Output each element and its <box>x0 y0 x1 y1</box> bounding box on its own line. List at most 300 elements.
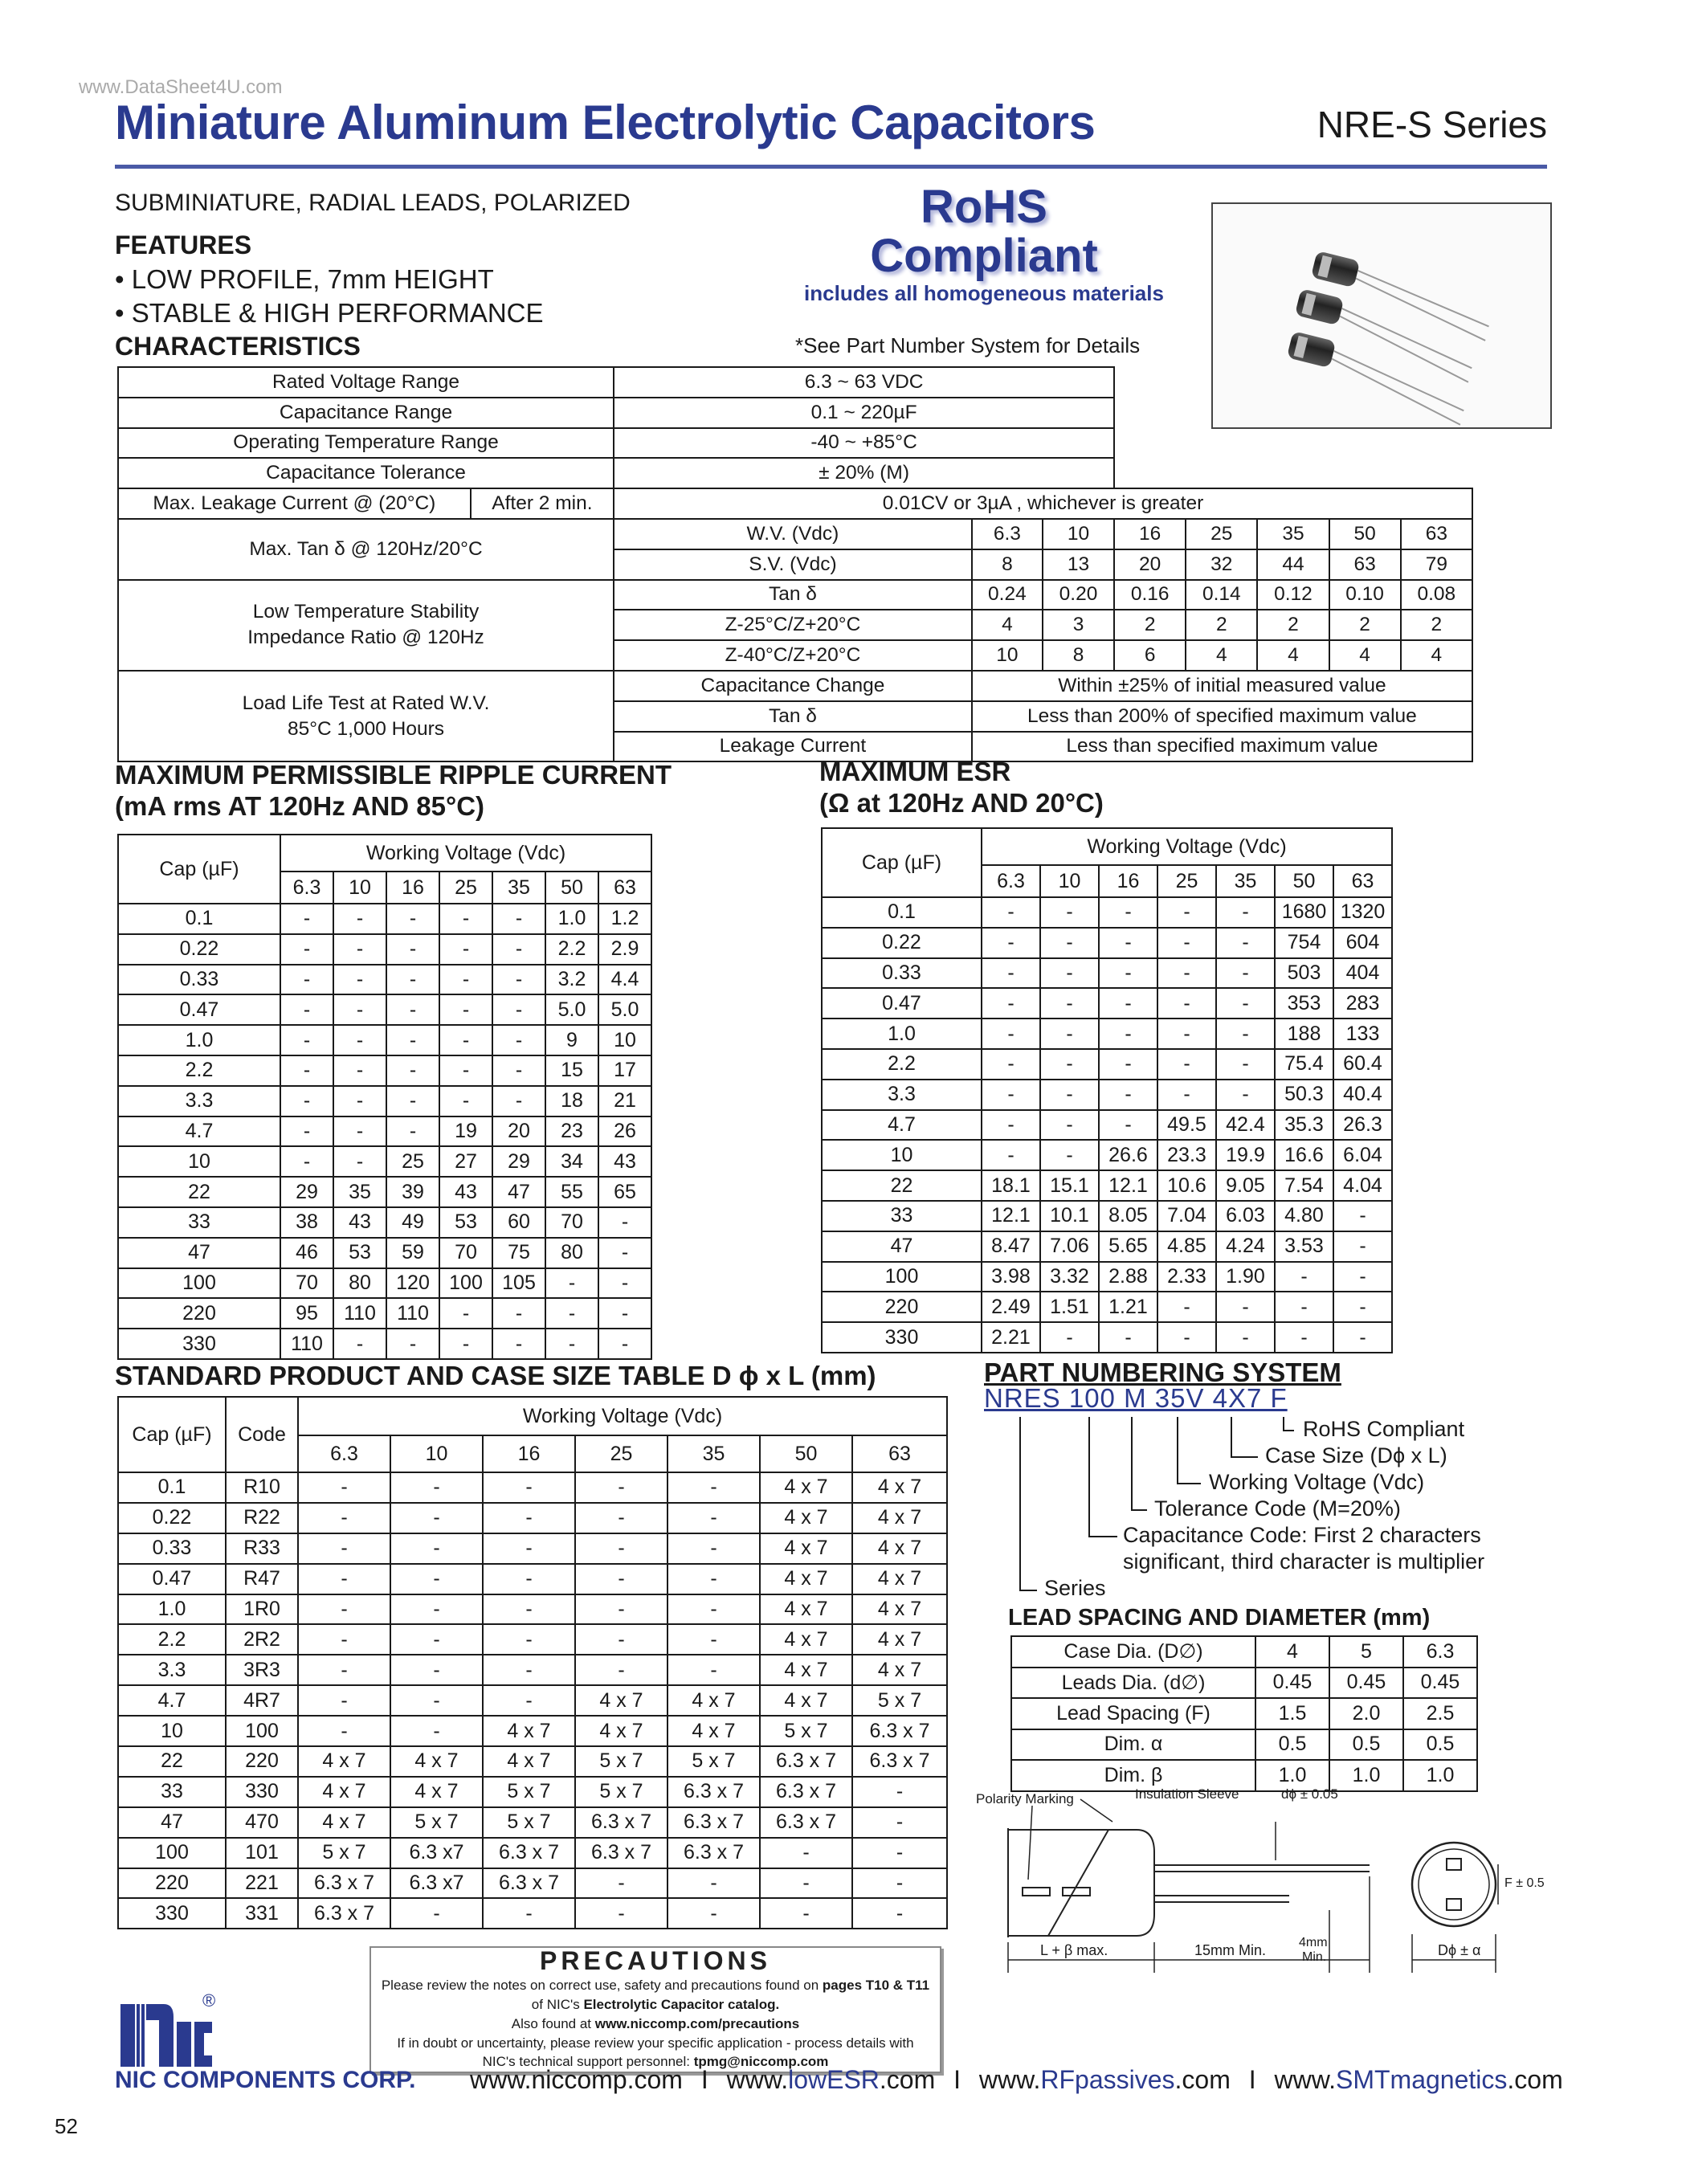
table-row <box>822 1262 1392 1292</box>
cell: 503 <box>1275 958 1333 989</box>
table-row <box>118 1086 651 1116</box>
cell: 6.3 x 7 <box>298 1898 390 1929</box>
cell: 5.0 <box>545 994 598 1025</box>
cell: - <box>982 958 1040 989</box>
cell: - <box>982 1110 1040 1141</box>
table-row <box>118 1298 651 1329</box>
ripple-body <box>118 904 651 1359</box>
cell: - <box>598 1268 651 1299</box>
cell: - <box>852 1898 947 1929</box>
cell: 26 <box>598 1116 651 1147</box>
cell: 4.24 <box>1216 1231 1275 1262</box>
cell: - <box>298 1564 390 1594</box>
row-label: Tan δ <box>614 580 972 610</box>
cell: 10.1 <box>1040 1201 1099 1231</box>
cell: - <box>545 1298 598 1329</box>
voltage-header: 63 <box>852 1435 947 1472</box>
cell: 1320 <box>1333 897 1392 928</box>
cell: - <box>439 1298 492 1329</box>
cap-cell: 0.47 <box>118 1564 226 1594</box>
cell: - <box>390 1564 483 1594</box>
cell: - <box>298 1594 390 1625</box>
cell: 1.0 <box>1255 1760 1329 1791</box>
cell: - <box>298 1655 390 1685</box>
cell: 50 <box>1329 519 1401 549</box>
cell: 4 x 7 <box>575 1685 667 1716</box>
voltage-header: 6.3 <box>982 865 1040 897</box>
cell: 6.3 x7 <box>390 1838 483 1868</box>
label-line: Low Temperature Stability <box>252 601 480 623</box>
cell: 6.3 x 7 <box>760 1746 852 1777</box>
cell: - <box>390 1472 483 1503</box>
cell: R47 <box>226 1564 298 1594</box>
cell: 6.3 x 7 <box>852 1716 947 1746</box>
cell: 5 x 7 <box>298 1838 390 1868</box>
cell: 80 <box>333 1268 386 1299</box>
cell: 4 x 7 <box>852 1564 947 1594</box>
cell: 47 <box>492 1177 545 1207</box>
cell: - <box>852 1777 947 1807</box>
cell: 5 x 7 <box>575 1777 667 1807</box>
cell: 12.1 <box>1099 1170 1157 1201</box>
esr-heading: MAXIMUM ESR <box>819 757 1011 786</box>
cell: - <box>483 1503 575 1533</box>
cell: 2 <box>1114 610 1186 640</box>
cell: R33 <box>226 1533 298 1564</box>
cap-cell: 4.7 <box>822 1110 982 1141</box>
cell: 4 x 7 <box>298 1746 390 1777</box>
row-value: Less than 200% of specified maximum value <box>972 701 1472 732</box>
cell: - <box>386 994 439 1025</box>
cell: 110 <box>333 1298 386 1329</box>
cell: 4R7 <box>226 1685 298 1716</box>
cell: 3 <box>1043 610 1114 640</box>
cell: - <box>492 904 545 934</box>
cell: - <box>298 1624 390 1655</box>
cell: 6.3 x 7 <box>852 1746 947 1777</box>
esr-body <box>822 897 1392 1353</box>
cell: - <box>1275 1292 1333 1322</box>
text-accent: RFpassives <box>1040 2065 1175 2094</box>
row-label: Max. Tan δ @ 120Hz/20°C <box>118 519 614 580</box>
part-number-example: NRES 100 M 35V 4X7 F <box>984 1383 1288 1413</box>
table-row <box>118 1838 947 1868</box>
cell: - <box>386 904 439 934</box>
cell: - <box>439 994 492 1025</box>
cell: - <box>1157 958 1216 989</box>
table-row <box>118 519 1472 549</box>
cell: - <box>545 1268 598 1299</box>
cell: - <box>1040 1140 1099 1170</box>
cell: - <box>575 1503 667 1533</box>
cell: - <box>280 1055 333 1086</box>
cell: - <box>298 1503 390 1533</box>
table-row <box>118 1594 947 1625</box>
cell: 4 <box>1329 640 1401 671</box>
pn-label: Capacitance Code: First 2 characters <box>1123 1523 1481 1547</box>
cell: - <box>667 1503 760 1533</box>
cell: - <box>439 1055 492 1086</box>
cell: 12.1 <box>982 1201 1040 1231</box>
cell: - <box>1333 1262 1392 1292</box>
table-row <box>118 934 651 965</box>
cell: - <box>598 1238 651 1268</box>
cell: - <box>982 1019 1040 1049</box>
text: www. <box>1274 2065 1336 2094</box>
row-label: Dim. β <box>1011 1760 1255 1791</box>
cap-cell: 47 <box>118 1238 280 1268</box>
cell: 4 x 7 <box>483 1746 575 1777</box>
precautions-line: If in doubt or uncertainty, please review your specific application - process details with <box>397 2035 914 2051</box>
cell: - <box>982 988 1040 1019</box>
cell: - <box>1333 1292 1392 1322</box>
part-numbering-heading: PART NUMBERING SYSTEM <box>984 1357 1341 1387</box>
precautions-link[interactable]: www.niccomp.com/precautions <box>594 2016 800 2031</box>
row-label: W.V. (Vdc) <box>614 519 972 549</box>
cell: - <box>483 1533 575 1564</box>
cell: - <box>982 1049 1040 1080</box>
cell: 65 <box>598 1177 651 1207</box>
text: Please review the notes on correct use, safety and precautions found on <box>381 1978 823 1993</box>
cell: 4 x 7 <box>760 1594 852 1625</box>
cell: 2R2 <box>226 1624 298 1655</box>
cap-cell: 33 <box>118 1777 226 1807</box>
cell: - <box>333 965 386 995</box>
table-row <box>118 1207 651 1238</box>
cell: 6.3 x 7 <box>760 1777 852 1807</box>
row-label: Leads Dia. (d∅) <box>1011 1668 1255 1699</box>
cell: 38 <box>280 1207 333 1238</box>
min-label: 4mm <box>1299 1936 1328 1949</box>
cell: 4 x 7 <box>483 1716 575 1746</box>
cell: 16 <box>1114 519 1186 549</box>
cell: - <box>598 1207 651 1238</box>
cell: - <box>483 1655 575 1685</box>
row-label: S.V. (Vdc) <box>614 549 972 580</box>
cell: 0.24 <box>972 580 1043 610</box>
cell: 55 <box>545 1177 598 1207</box>
cell: - <box>333 904 386 934</box>
support-email-link[interactable]: tpmg@niccomp.com <box>693 2054 829 2069</box>
cell: - <box>667 1533 760 1564</box>
cap-cell: 220 <box>118 1868 226 1899</box>
sleeve-label: Insulation Sleeve <box>1135 1786 1239 1802</box>
table-header <box>822 828 1392 865</box>
table-row <box>118 1777 947 1807</box>
cell: 63 <box>1401 519 1472 549</box>
cell: - <box>333 1025 386 1055</box>
cap-cell: 0.33 <box>118 965 280 995</box>
cell: 75 <box>492 1238 545 1268</box>
table-row <box>118 994 651 1025</box>
cell: 46 <box>280 1238 333 1268</box>
row-label <box>118 580 614 671</box>
cell: - <box>1216 1322 1275 1353</box>
row-label: Rated Voltage Range <box>118 367 614 398</box>
feature-item: • LOW PROFILE, 7mm HEIGHT <box>115 264 494 294</box>
cell: R22 <box>226 1503 298 1533</box>
cell: 0.5 <box>1329 1729 1403 1761</box>
cell: - <box>483 1472 575 1503</box>
cell: 19 <box>439 1116 492 1147</box>
cell: 4 <box>1401 640 1472 671</box>
cell: 43 <box>333 1207 386 1238</box>
footer-link-lowesr[interactable] <box>727 2065 936 2094</box>
footer-link-smtmagnetics[interactable] <box>1275 2065 1563 2094</box>
cell: 18 <box>545 1086 598 1116</box>
cell: - <box>333 1116 386 1147</box>
cell: - <box>1099 1049 1157 1080</box>
voltage-header: 35 <box>492 872 545 904</box>
separator: I <box>1248 2065 1256 2094</box>
wv-header: Working Voltage (Vdc) <box>982 828 1392 865</box>
voltage-header: 6.3 <box>298 1435 390 1472</box>
row-label: Operating Temperature Range <box>118 428 614 459</box>
cell: 2.33 <box>1157 1262 1216 1292</box>
cell: 32 <box>1186 549 1257 580</box>
cell: 4 x 7 <box>852 1503 947 1533</box>
cap-header: Cap (µF) <box>118 1397 226 1472</box>
table-row <box>822 1140 1392 1170</box>
cell: 29 <box>280 1177 333 1207</box>
table-row <box>822 1322 1392 1353</box>
cell: 1.90 <box>1216 1262 1275 1292</box>
cell: - <box>492 1055 545 1086</box>
cell: - <box>390 1503 483 1533</box>
cap-header: Cap (µF) <box>118 835 280 904</box>
cell: 4 x 7 <box>760 1564 852 1594</box>
cell: 7.04 <box>1157 1201 1216 1231</box>
cell: 2 <box>1401 610 1472 640</box>
cell: - <box>280 965 333 995</box>
row-value: -40 ~ +85°C <box>614 428 1114 459</box>
cell: 4 x 7 <box>852 1624 947 1655</box>
cell: - <box>439 1025 492 1055</box>
cap-cell: 1.0 <box>822 1019 982 1049</box>
cap-cell: 10 <box>822 1140 982 1170</box>
cell: 80 <box>545 1238 598 1268</box>
pn-label: Case Size (Dϕ x L) <box>1265 1443 1447 1468</box>
cell: 1.21 <box>1099 1292 1157 1322</box>
cell: 5.65 <box>1099 1231 1157 1262</box>
cell: 4 x 7 <box>667 1685 760 1716</box>
cell: - <box>1216 897 1275 928</box>
row-label: Capacitance Tolerance <box>118 458 614 488</box>
table-row <box>822 1080 1392 1110</box>
table-row <box>118 1055 651 1086</box>
features-heading: FEATURES <box>115 231 252 259</box>
cell: 15 <box>545 1055 598 1086</box>
cell: - <box>390 1594 483 1625</box>
table-row <box>118 1472 947 1503</box>
dimension-diagram <box>976 1786 1546 1982</box>
cell: - <box>575 1533 667 1564</box>
cell: 2.5 <box>1403 1698 1477 1729</box>
feature-item: • STABLE & HIGH PERFORMANCE <box>115 298 544 328</box>
cell: 5 x 7 <box>760 1716 852 1746</box>
cell: 4 x 7 <box>852 1472 947 1503</box>
text: NIC's technical support personnel: <box>482 2054 694 2069</box>
cell: - <box>982 1140 1040 1170</box>
cell: 0.10 <box>1329 580 1401 610</box>
cell: - <box>575 1898 667 1929</box>
nic-logo-icon <box>119 1996 214 2070</box>
cell: 60 <box>492 1207 545 1238</box>
cell: - <box>1099 1019 1157 1049</box>
cell: - <box>333 1146 386 1177</box>
cell: 15.1 <box>1040 1170 1099 1201</box>
cell: - <box>298 1716 390 1746</box>
cell: 4.80 <box>1275 1201 1333 1231</box>
text-bold: pages T10 & T11 <box>822 1978 930 1993</box>
cell: 2.0 <box>1329 1698 1403 1729</box>
cell: - <box>667 1655 760 1685</box>
text: www. <box>978 2065 1041 2094</box>
row-label <box>118 671 614 761</box>
table-row <box>118 398 1472 428</box>
cell: - <box>1157 1049 1216 1080</box>
cell: 43 <box>598 1146 651 1177</box>
cell: 2.2 <box>545 934 598 965</box>
footer-link-rfpassives[interactable] <box>979 2065 1231 2094</box>
cell: 49 <box>386 1207 439 1238</box>
cell: 105 <box>492 1268 545 1299</box>
cell: - <box>667 1898 760 1929</box>
cell: 0.08 <box>1401 580 1472 610</box>
rohs-subtext: includes all homogeneous materials <box>804 281 1164 305</box>
table-row <box>118 1025 651 1055</box>
cell: 4 x 7 <box>852 1533 947 1564</box>
lead-table <box>1010 1635 1478 1792</box>
cell: 5 x 7 <box>852 1685 947 1716</box>
precautions-line <box>371 1976 940 1995</box>
cap-cell: 22 <box>118 1177 280 1207</box>
cell: 6.3 x 7 <box>575 1807 667 1838</box>
voltage-header: 16 <box>483 1435 575 1472</box>
cell: 1680 <box>1275 897 1333 928</box>
code-header: Code <box>226 1397 298 1472</box>
cell: - <box>1333 1322 1392 1353</box>
cell: R10 <box>226 1472 298 1503</box>
text: .com <box>879 2065 936 2094</box>
cap-cell: 10 <box>118 1146 280 1177</box>
cell: - <box>545 1329 598 1359</box>
cell: 0.45 <box>1329 1668 1403 1699</box>
cell: - <box>1099 1080 1157 1110</box>
cap-cell: 2.2 <box>118 1055 280 1086</box>
cell: - <box>280 1086 333 1116</box>
part-number-note: *See Part Number System for Details <box>795 333 1141 357</box>
row-value: Within ±25% of initial measured value <box>972 671 1472 701</box>
table-row <box>1011 1668 1477 1699</box>
cell: 6.3 x 7 <box>298 1868 390 1899</box>
cell: 16.6 <box>1275 1140 1333 1170</box>
cell: - <box>439 934 492 965</box>
cell: - <box>852 1868 947 1899</box>
cell: - <box>1216 988 1275 1019</box>
cap-cell: 33 <box>118 1207 280 1238</box>
cell: 6.3 x 7 <box>483 1838 575 1868</box>
cell: 0.45 <box>1255 1668 1329 1699</box>
characteristics-table <box>117 366 1473 762</box>
cell: 50.3 <box>1275 1080 1333 1110</box>
row-value: 0.1 ~ 220µF <box>614 398 1114 428</box>
cell: - <box>1333 1201 1392 1231</box>
separator: I <box>700 2065 708 2094</box>
pn-label: Working Voltage (Vdc) <box>1209 1470 1425 1494</box>
cell: 8.47 <box>982 1231 1040 1262</box>
cell: 70 <box>439 1238 492 1268</box>
cell: 0.5 <box>1255 1729 1329 1761</box>
cell: - <box>982 897 1040 928</box>
label-line: Impedance Ratio @ 120Hz <box>247 627 484 649</box>
lead-diameter-label: dϕ ± 0.05 <box>1281 1786 1338 1802</box>
voltage-header: 50 <box>545 872 598 904</box>
cell: - <box>390 1533 483 1564</box>
registered-mark: ® <box>202 1990 216 2011</box>
cap-cell: 10 <box>118 1716 226 1746</box>
cell: 1.5 <box>1255 1698 1329 1729</box>
cell: 2 <box>1257 610 1329 640</box>
cell: - <box>1157 897 1216 928</box>
table-row <box>822 988 1392 1019</box>
footer-link-niccomp[interactable]: www.niccomp.com <box>470 2065 683 2094</box>
cell: - <box>390 1716 483 1746</box>
cell: 604 <box>1333 928 1392 958</box>
voltage-header: 25 <box>1157 865 1216 897</box>
table-row <box>118 671 1472 701</box>
cell: 19.9 <box>1216 1140 1275 1170</box>
cell: 20 <box>1114 549 1186 580</box>
cell: 6.3 x 7 <box>575 1838 667 1868</box>
cell: - <box>483 1685 575 1716</box>
table-row <box>118 580 1472 610</box>
cell: 49.5 <box>1157 1110 1216 1141</box>
cell: 1R0 <box>226 1594 298 1625</box>
cell: 35 <box>333 1177 386 1207</box>
cell: - <box>333 1086 386 1116</box>
cell: 0.14 <box>1186 580 1257 610</box>
cell: 7.54 <box>1275 1170 1333 1201</box>
cell: 5 <box>1329 1636 1403 1668</box>
separator: I <box>953 2065 961 2094</box>
cell: 10 <box>598 1025 651 1055</box>
min-label: Min. <box>1302 1950 1327 1964</box>
cap-cell: 330 <box>118 1898 226 1929</box>
length-label: L + β max. <box>1040 1942 1108 1958</box>
cell: 18.1 <box>982 1170 1040 1201</box>
table-row <box>118 1503 947 1533</box>
cell: 3.2 <box>545 965 598 995</box>
company-name: NIC COMPONENTS CORP. <box>115 2067 416 2093</box>
pn-label: significant, third character is multiplier <box>1123 1549 1485 1574</box>
cap-cell: 0.22 <box>822 928 982 958</box>
cell: 353 <box>1275 988 1333 1019</box>
cell: 6 <box>1114 640 1186 671</box>
cell: - <box>575 1472 667 1503</box>
text: .com <box>1507 2065 1563 2094</box>
cap-cell: 220 <box>118 1298 280 1329</box>
cell: 17 <box>598 1055 651 1086</box>
cell: 8 <box>972 549 1043 580</box>
cell: 25 <box>1186 519 1257 549</box>
cell: 4 x 7 <box>575 1716 667 1746</box>
cell: 6.03 <box>1216 1201 1275 1231</box>
cell: 221 <box>226 1868 298 1899</box>
cell: - <box>1157 1019 1216 1049</box>
cell: - <box>1157 1080 1216 1110</box>
cell: - <box>483 1594 575 1625</box>
